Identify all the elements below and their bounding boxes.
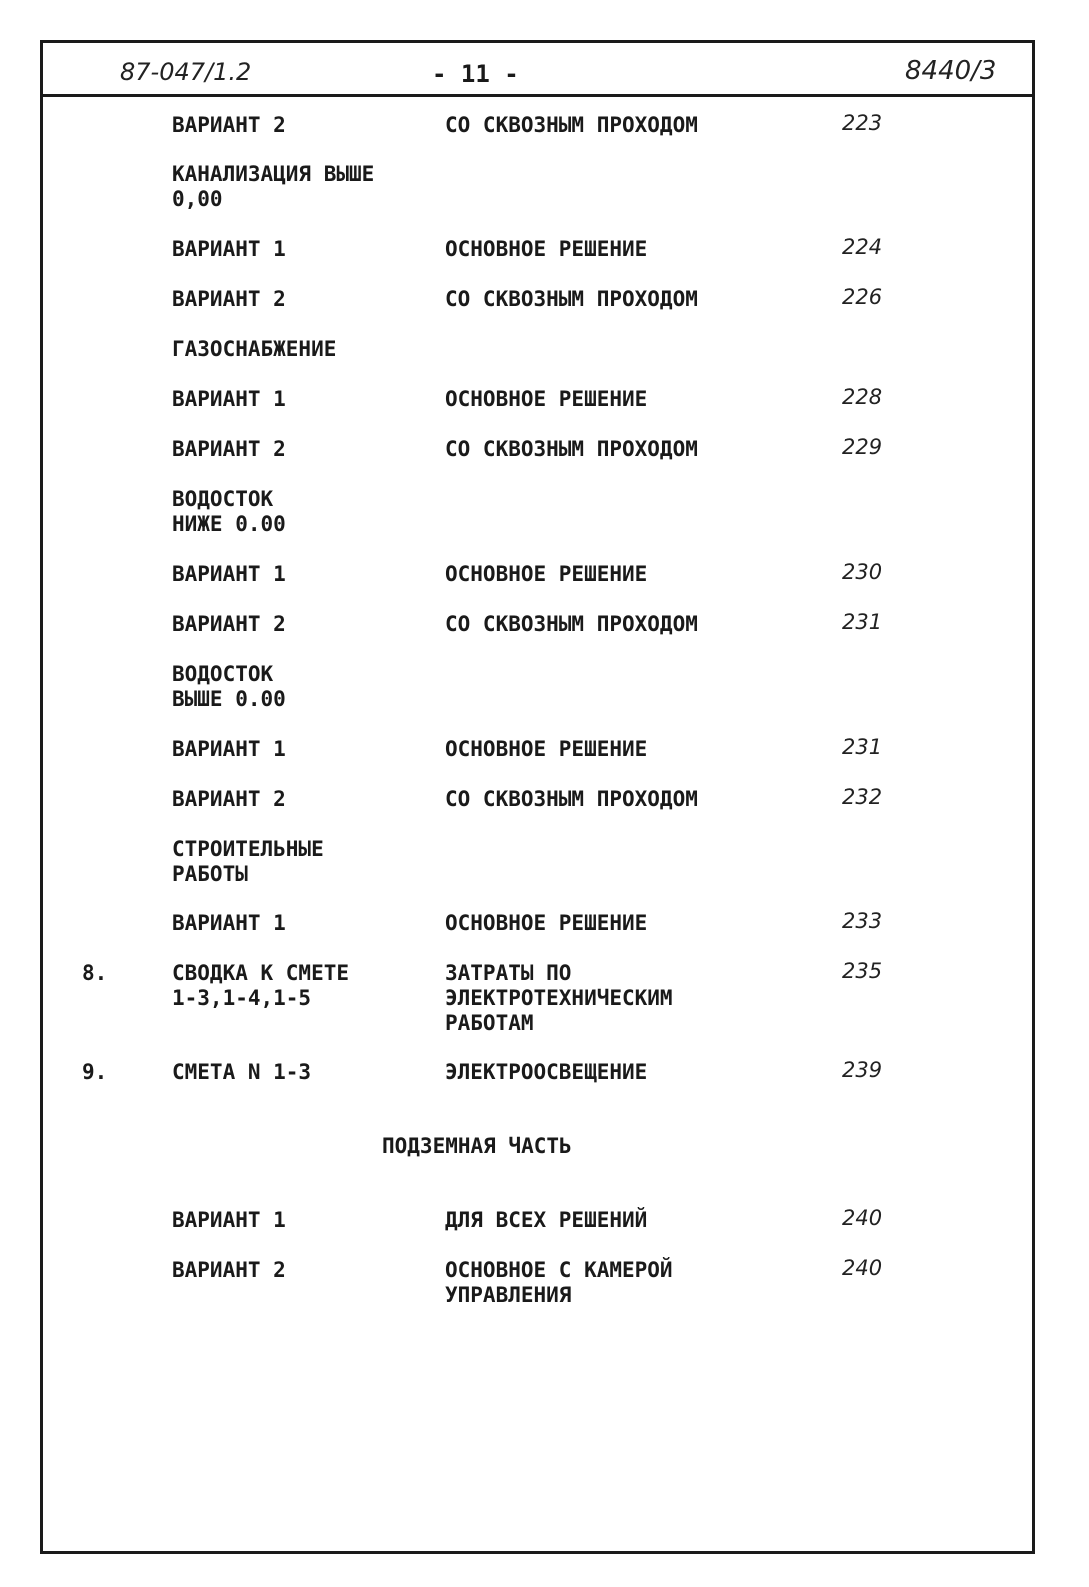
row-item-description: СО СКВОЗНЫМ ПРОХОДОМ [445, 437, 698, 461]
row-page-number: 229 [842, 435, 883, 459]
row-item-description: СО СКВОЗНЫМ ПРОХОДОМ [445, 612, 698, 636]
header-sheet-code: 8440/3 [905, 56, 997, 86]
row-item-title: ВАРИАНТ 2 [172, 287, 286, 311]
header-divider [40, 94, 1035, 97]
row-item-title: ВАРИАНТ 2 [172, 612, 286, 636]
row-item-title: ВАРИАНТ 1 [172, 237, 286, 261]
row-item-title: ВАРИАНТ 2 [172, 787, 286, 811]
row-item-description: СО СКВОЗНЫМ ПРОХОДОМ [445, 787, 698, 811]
row-item-description: ОСНОВНОЕ РЕШЕНИЕ [445, 562, 648, 586]
row-item-title: ВАРИАНТ 2 [172, 437, 286, 461]
row-item-description: ОСНОВНОЕ РЕШЕНИЕ [445, 737, 648, 761]
row-page-number: 240 [842, 1256, 883, 1280]
header-doc-number: 87-047/1.2 [120, 58, 252, 86]
row-item-title: ГАЗОСНАБЖЕНИЕ [172, 337, 337, 361]
row-item-description: ОСНОВНОЕ РЕШЕНИЕ [445, 237, 648, 261]
row-item-description: ЗАТРАТЫ ПО ЭЛЕКТРОТЕХНИЧЕСКИМ РАБОТАМ [445, 961, 673, 1035]
row-item-title: ВАРИАНТ 1 [172, 387, 286, 411]
row-item-title: ВАРИАНТ 2 [172, 113, 286, 137]
row-item-description: СО СКВОЗНЫМ ПРОХОДОМ [445, 287, 698, 311]
row-item-title: СВОДКА К СМЕТЕ 1-3,1-4,1-5 [172, 961, 350, 1010]
row-item-description: ЭЛЕКТРООСВЕЩЕНИЕ [445, 1060, 648, 1084]
row-item-title: ВАРИАНТ 1 [172, 911, 286, 935]
row-item-description: ОСНОВНОЕ РЕШЕНИЕ [445, 911, 648, 935]
row-item-title: ВАРИАНТ 1 [172, 562, 286, 586]
row-number: 9. [82, 1060, 108, 1084]
row-item-description: ДЛЯ ВСЕХ РЕШЕНИЙ [445, 1208, 648, 1232]
section-title: ПОДЗЕМНАЯ ЧАСТЬ [382, 1134, 572, 1158]
row-item-description: ОСНОВНОЕ РЕШЕНИЕ [445, 387, 648, 411]
row-page-number: 228 [842, 385, 883, 409]
row-page-number: 240 [842, 1206, 883, 1230]
row-page-number: 232 [842, 785, 883, 809]
row-item-description: СО СКВОЗНЫМ ПРОХОДОМ [445, 113, 698, 137]
row-page-number: 239 [842, 1058, 883, 1082]
row-item-title: КАНАЛИЗАЦИЯ ВЫШЕ 0,00 [172, 162, 375, 211]
header-page-number: - 11 - [432, 60, 519, 88]
row-item-title: ВАРИАНТ 1 [172, 737, 286, 761]
row-item-title: ВАРИАНТ 2 [172, 1258, 286, 1282]
row-page-number: 224 [842, 235, 883, 259]
row-item-title: ВОДОСТОК ВЫШЕ 0.00 [172, 662, 286, 711]
row-page-number: 235 [842, 959, 883, 983]
row-item-title: СТРОИТЕЛЬНЫЕ РАБОТЫ [172, 837, 324, 886]
row-item-title: ВАРИАНТ 1 [172, 1208, 286, 1232]
row-page-number: 230 [842, 560, 883, 584]
row-page-number: 226 [842, 285, 883, 309]
row-item-description: ОСНОВНОЕ С КАМЕРОЙ УПРАВЛЕНИЯ [445, 1258, 673, 1307]
row-item-title: СМЕТА N 1-3 [172, 1060, 312, 1084]
row-item-title: ВОДОСТОК НИЖЕ 0.00 [172, 487, 286, 536]
row-page-number: 233 [842, 909, 883, 933]
row-page-number: 231 [842, 735, 883, 759]
row-page-number: 223 [842, 111, 883, 135]
row-page-number: 231 [842, 610, 883, 634]
row-number: 8. [82, 961, 108, 985]
